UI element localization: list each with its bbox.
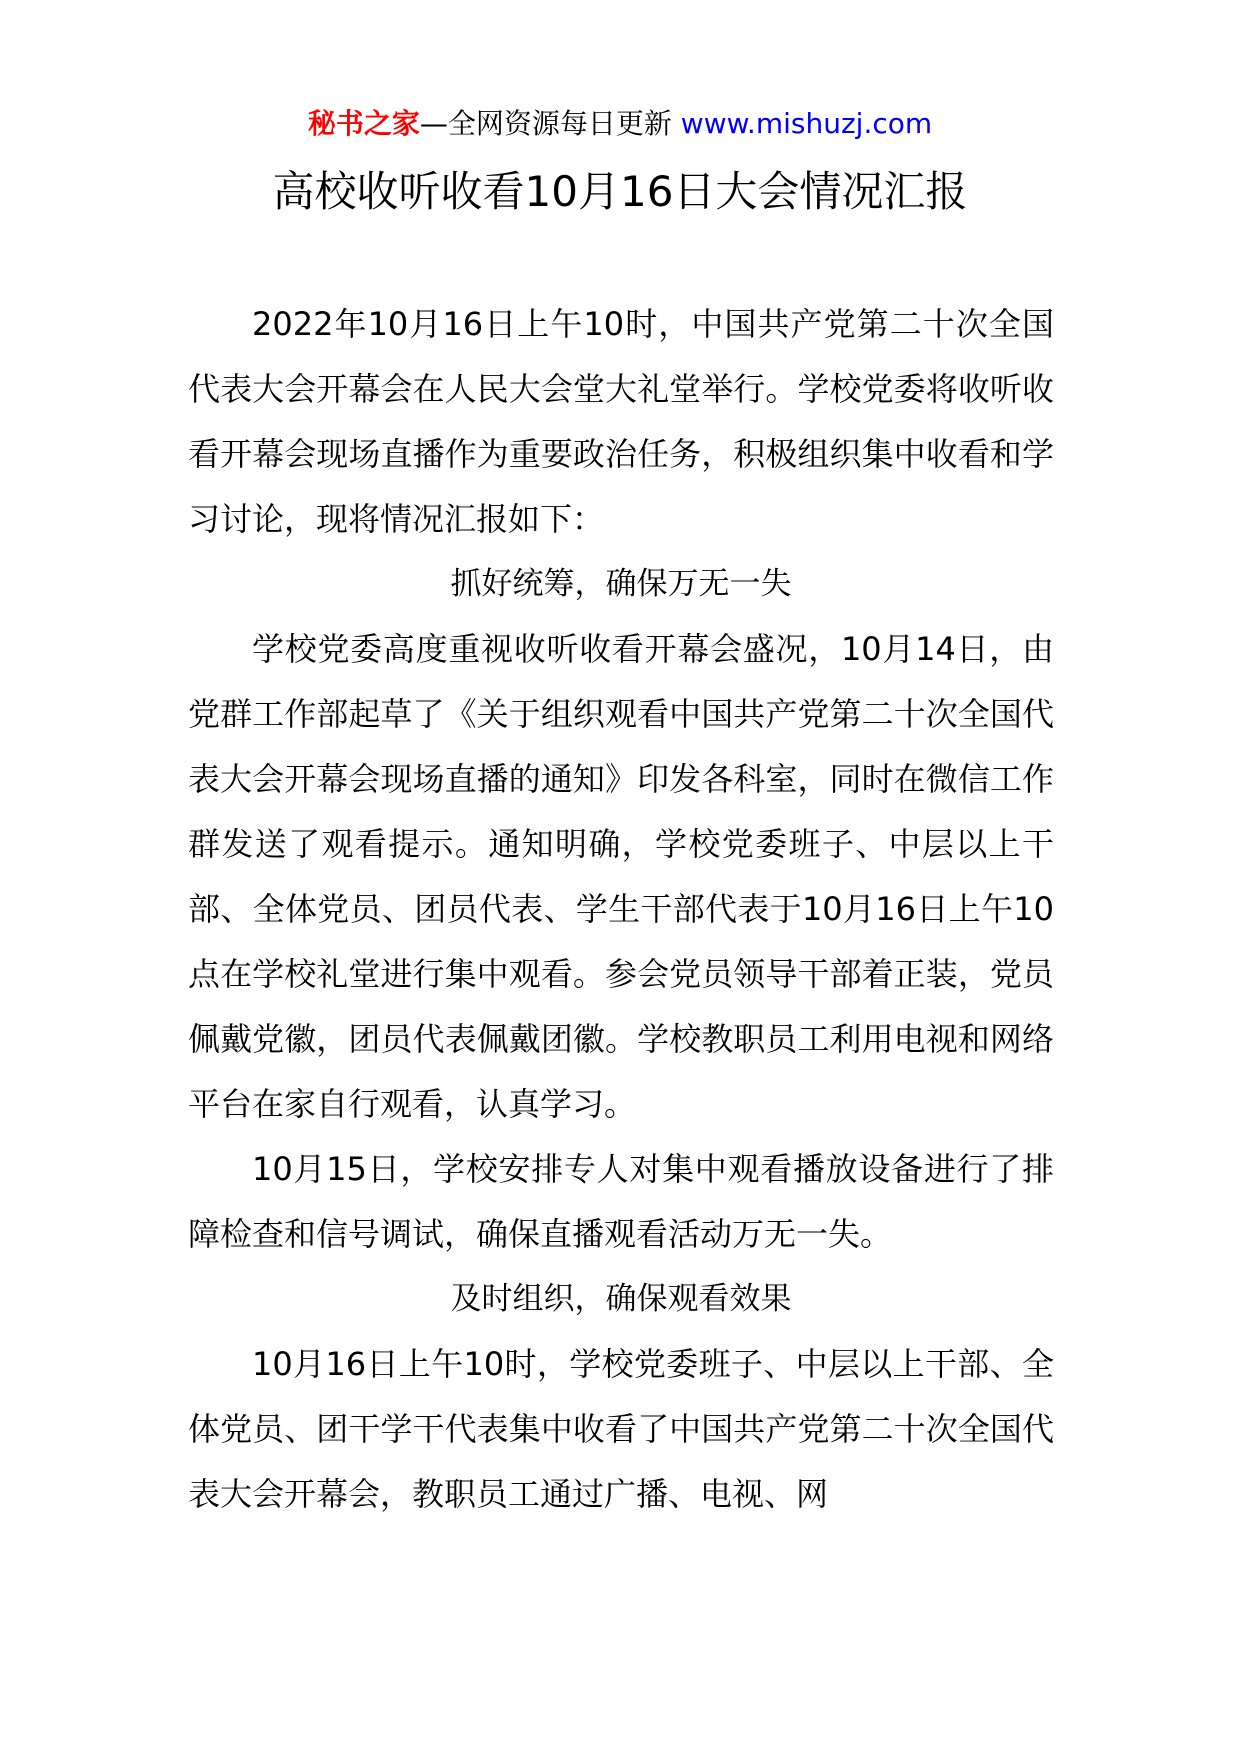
body-paragraph-viewing: 10月16日上午10时，学校党委班子、中层以上干部、全体党员、团干学干代表集中收看了中国共产党第二十次全国代表大会开幕会，教职员工通过广播、电视、网 <box>188 1345 1054 1513</box>
body-paragraph-intro: 2022年10月16日上午10时，中国共产党第二十次全国代表大会开幕会在人民大会堂大礼堂举行。学校党委将收听收看开幕会现场直播作为重要政治任务，积极组织集中收看和学习讨论，现将情况汇报如下： <box>188 305 1054 538</box>
body-paragraph-arrangement: 学校党委高度重视收听收看开幕会盛况，10月14日，由党群工作部起草了《关于组织观看中国共产党第二十次全国代表大会开幕会现场直播的通知》印发各科室，同时在微信工作群发送了观看提示。通知明确，学校党委班子、中层以上干部、全体党员、团员代表、学生干部代表于10月16日上午10点在学校礼堂进行集中观看。参会党员领导干部着正装，党员佩戴党徽，团员代表佩戴团徽。学校教职员工利用电视和网络平台在家自行观看，认真学习。 <box>188 630 1054 1123</box>
site-header <box>0 102 1240 146</box>
header-tagline: —全网资源每日更新 <box>419 107 672 140</box>
section-heading-1: 抓好统筹，确保万无一失 <box>450 566 792 602</box>
site-url-link[interactable]: www.mishuzj.com <box>680 107 933 140</box>
brand-name: 秘书之家 <box>307 107 420 140</box>
body-paragraph-equipment-check: 10月15日，学校安排专人对集中观看播放设备进行了排障检查和信号调试，确保直播观看活动万无一失。 <box>188 1150 1054 1253</box>
document-body <box>188 292 1054 1527</box>
section-heading-2: 及时组织，确保观看效果 <box>450 1281 792 1317</box>
document-title: 高校收听收看10月16日大会情况汇报 <box>272 167 968 216</box>
